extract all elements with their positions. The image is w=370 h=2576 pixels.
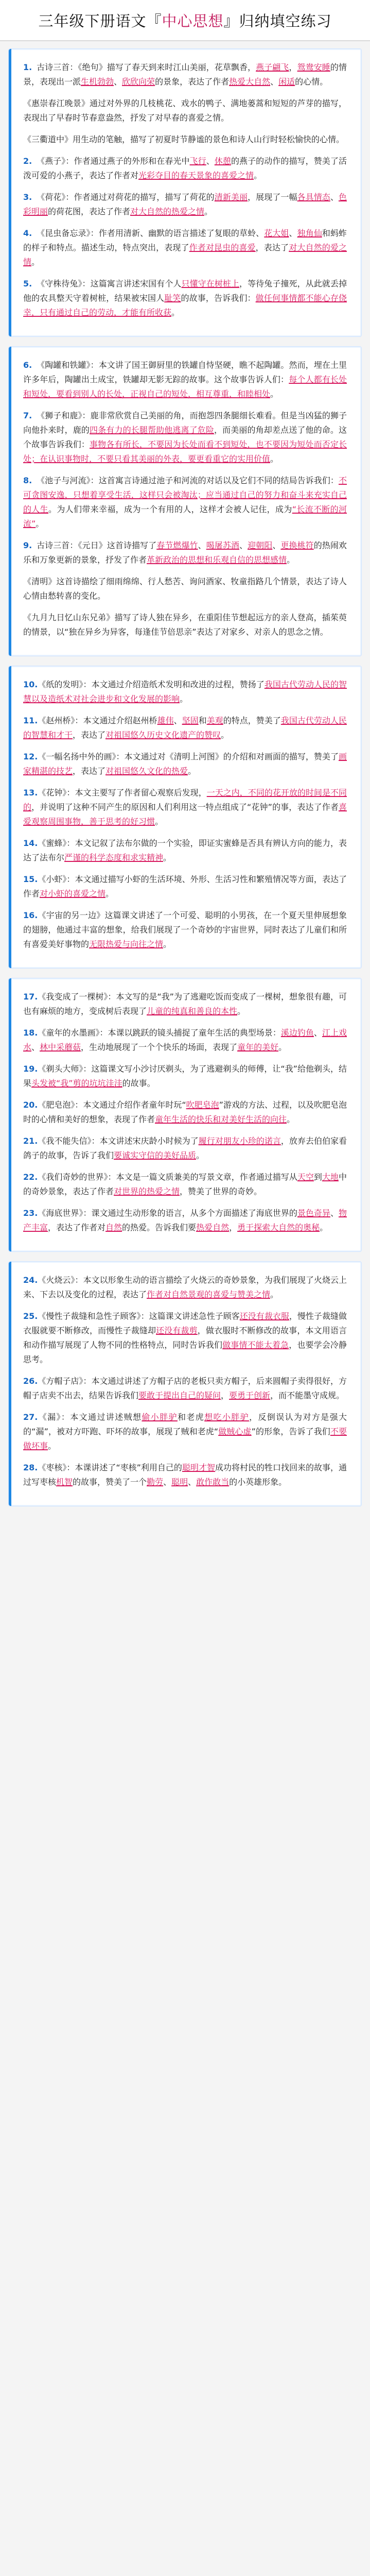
answer-text: 鸳鸯安睡 xyxy=(297,62,330,72)
summary-item xyxy=(23,786,347,829)
item-text: 。 xyxy=(48,1441,57,1451)
item-number: 22. xyxy=(23,1172,38,1182)
answer-text: 迎朝阳 xyxy=(248,540,273,550)
item-text: 《慢性子裁缝和急性子顾客》：这篇课文讲述急性子顾客 xyxy=(38,1311,240,1321)
item-text: 《守株待兔》：这篇寓言讲述宋国有个人 xyxy=(37,279,182,289)
answer-text: 热爱大自然 xyxy=(229,77,271,87)
item-text: 的小英雄形象。 xyxy=(229,1477,287,1487)
item-text: 。 xyxy=(278,1042,287,1052)
item-text: 的景象，表达了作者 xyxy=(155,77,230,87)
item-text: 成功将村民的牲口找回来的故事，通过写枣核 xyxy=(23,1463,347,1487)
item-text: 。 xyxy=(163,939,172,949)
summary-card xyxy=(8,978,362,1252)
answer-text: 做事情不能太着急 xyxy=(222,1340,289,1350)
answer-text: 童年生活的快乐和对美好生活的向往 xyxy=(155,1114,287,1124)
summary-item xyxy=(23,990,347,1019)
answer-text: 坚固 xyxy=(182,716,199,725)
answer-text: 敢作敢当 xyxy=(196,1477,230,1487)
item-text: 。 xyxy=(155,817,164,826)
item-text: 《花钟》：本文主要写了作者留心观察后发现， xyxy=(38,788,207,798)
answer-text: 我国古代劳动人民的智慧以及造纸术对社会进步和文化发展的影响 xyxy=(23,680,347,704)
answer-text: 热爱自然 xyxy=(196,1223,230,1232)
item-text: 、 xyxy=(188,1477,197,1487)
card-list xyxy=(0,41,370,1506)
answer-text: 欣欣向荣 xyxy=(122,77,155,87)
item-number: 18. xyxy=(23,1028,38,1038)
answer-text: 每个人都有长处和短处，要看到别人的长处，正视自己的短处，相互尊重，和睦相处 xyxy=(23,375,347,399)
answer-text: 对祖国悠久历史文化遗产的赞叹 xyxy=(105,730,221,740)
item-number: 3. xyxy=(23,192,32,202)
answer-text: 不要做坏事 xyxy=(23,1427,347,1451)
answer-text: 雄伟 xyxy=(157,716,174,725)
summary-item xyxy=(23,611,347,639)
item-text: 、 xyxy=(198,540,206,550)
item-number: 1. xyxy=(23,62,32,72)
item-text: 。 xyxy=(254,171,262,180)
answer-text: 景色奇异 xyxy=(297,1208,330,1218)
item-text: 。 xyxy=(31,257,40,267)
item-text: ， xyxy=(221,1391,230,1400)
item-text: ，生动地展现了一个个快乐的场面，表现了 xyxy=(81,1042,238,1052)
summary-item xyxy=(23,1134,347,1163)
answer-text: 喝屠苏酒 xyxy=(206,540,239,550)
answer-text: 严谨的科学态度和求实精神 xyxy=(64,853,164,862)
summary-item xyxy=(23,1273,347,1302)
answer-text: 无限热爱与向往之情 xyxy=(89,939,164,949)
item-text: 的故事，告诉我们： xyxy=(181,293,256,303)
summary-item xyxy=(23,1410,347,1453)
answer-text: 机智 xyxy=(56,1477,73,1487)
item-text: 。 xyxy=(320,1223,328,1232)
item-text: 、 xyxy=(272,540,281,550)
item-text: ，赞美了世界的奇妙。 xyxy=(180,1187,262,1196)
item-text: 。 xyxy=(270,389,279,399)
title-keyword: 中心思想 xyxy=(162,12,224,30)
answer-text: 吹肥皂泡 xyxy=(186,1100,219,1110)
item-text: ，表达了 xyxy=(73,730,106,740)
summary-item xyxy=(23,872,347,901)
answer-text: 一天之内，不同的花开放的时间是不同的 xyxy=(23,788,347,812)
item-text: 。 xyxy=(204,207,213,216)
item-text: 《火烧云》：本文以形象生动的语言描绘了火烧云的奇妙景象，为我们展现了火烧云上来、下去以及变化的过程，表达了 xyxy=(23,1275,347,1299)
item-text: ，反倒误认为对方是强大的“漏”，被对方吓跑、吓坏的故事，展现了贼和老虎“ xyxy=(23,1412,347,1436)
summary-item xyxy=(23,1461,347,1489)
item-text: 《我们奇妙的世界》：本文是一篇文质兼美的写景文章，作者通过描写从 xyxy=(38,1172,297,1182)
answer-text: 对世界的热爱之情 xyxy=(114,1187,180,1196)
item-text: 。 xyxy=(270,454,279,464)
item-text: ，表达了 xyxy=(255,243,289,252)
answer-text: 画家精湛的技艺 xyxy=(23,752,347,776)
item-text: 的心情。 xyxy=(295,77,328,87)
item-text: 古诗三首：《绝句》描写了春天到来时江山美丽，花草飘香， xyxy=(37,62,256,72)
item-text: 《一幅名扬中外的画》：本文通过对《清明上河图》的介绍和对画面的描写，赞美了 xyxy=(38,752,339,761)
answer-text: 事物各有所长，不要因为长处而看不到短处，也不要因为短处而否定长处；在认识事物时，不要只看其美丽的外表，要更看重它的实用价值 xyxy=(23,439,347,464)
item-text: ”的形象，告诉了我们 xyxy=(251,1427,330,1436)
item-number: 6. xyxy=(23,360,32,370)
summary-item xyxy=(23,277,347,320)
item-text: ，也要学会冷静思考。 xyxy=(23,1340,347,1364)
item-text: 和老虎 xyxy=(177,1412,205,1422)
answer-text: 花大姐 xyxy=(264,228,289,238)
item-text: ，表达了 xyxy=(73,766,106,776)
item-number: 28. xyxy=(23,1463,38,1472)
item-text: 的情景，表现出一派 xyxy=(23,62,347,87)
item-text: 《荷花》：作者通过对荷花的描写，描写了荷花的 xyxy=(37,192,215,202)
item-text: 、 xyxy=(330,192,339,202)
item-text: 《纸的发明》：本文通过介绍造纸术发明和改进的过程，赞扬了 xyxy=(38,680,265,689)
answer-text: 美观 xyxy=(206,716,223,725)
summary-item xyxy=(23,1309,347,1367)
answer-text: 色彩明丽 xyxy=(23,192,347,216)
answer-text: 清新美丽 xyxy=(214,192,248,202)
answer-text: 勤劳 xyxy=(147,1477,164,1487)
item-text: 《燕子》：作者通过燕子的外形和在春光中 xyxy=(37,156,190,166)
summary-item xyxy=(23,409,347,466)
answer-text: 大地 xyxy=(322,1172,339,1182)
summary-item xyxy=(23,1026,347,1055)
item-text: ，表达了作者对 xyxy=(48,1223,106,1232)
summary-item xyxy=(23,538,347,567)
item-text: 和 xyxy=(198,716,207,725)
item-number: 17. xyxy=(23,992,38,1002)
summary-item xyxy=(23,574,347,603)
summary-item xyxy=(23,1062,347,1091)
summary-item xyxy=(23,836,347,865)
item-text: 《方帽子店》：本文通过讲述了方帽子店的老板只卖方帽子，后来圆帽子卖得很好，方帽子店卖不出去，结果告诉我们 xyxy=(23,1376,347,1400)
summary-item xyxy=(23,908,347,952)
item-number: 15. xyxy=(23,874,38,884)
answer-text: 休憩 xyxy=(214,156,231,166)
answer-text: 革新政治的思想和乐观自信的思想感情 xyxy=(147,555,287,565)
item-text: 。 xyxy=(188,766,197,776)
answer-text: 作者对自然景观的喜爱与赞美之情 xyxy=(147,1290,271,1299)
summary-item xyxy=(23,60,347,89)
answer-text: 还没有裁剪 xyxy=(156,1326,198,1335)
answer-text: 对大自然的爱之情 xyxy=(23,243,347,267)
summary-card xyxy=(8,666,362,969)
summary-item xyxy=(23,96,347,125)
summary-item xyxy=(23,677,347,706)
answer-text: “长流不断的河流” xyxy=(23,504,347,529)
item-text: 《赵州桥》：本文通过介绍赵州桥 xyxy=(38,716,157,725)
answer-text: 物产丰富 xyxy=(23,1208,347,1232)
answer-text: 溪边钓鱼 xyxy=(280,1028,314,1038)
item-text: 。为人们带来幸福，成为一个有用的人，这样才会被人记住，成为 xyxy=(48,504,292,514)
summary-item xyxy=(23,358,347,401)
item-text: 。 xyxy=(105,889,114,899)
item-text: 中的奇妙景象，表达了作者 xyxy=(23,1172,347,1196)
answer-text: 要诚实守信的美好品质 xyxy=(114,1150,197,1160)
answer-text: 做贼心虚 xyxy=(218,1427,252,1436)
item-number: 16. xyxy=(23,910,38,920)
item-text: 。 xyxy=(163,853,172,862)
item-text: 《蜜蜂》：本文记叙了法布尔做的一个实验，即证实蜜蜂是否具有辨认方向的能力，表达了法布尔 xyxy=(23,838,347,862)
item-text: 《宇宙的另一边》这篇课文讲述了一个可爱、聪明的小男孩，在一个夏天里伸展想象的翅膀，他通过丰富的想象，给我们展现了一个奇妙的宇宙世界，同时表达了儿童们和所有喜爱美好事物的 xyxy=(23,910,347,949)
item-text: 《昆虫备忘录》：作者用清新、幽默的语言描述了复眼的草蛉、 xyxy=(37,228,265,238)
answer-text: 飞行 xyxy=(189,156,206,166)
item-text: ， xyxy=(289,62,297,72)
summary-card xyxy=(8,48,362,337)
item-number: 9. xyxy=(23,540,32,550)
answer-text: 履行对朋友小珍的诺言 xyxy=(198,1136,281,1146)
summary-item xyxy=(23,226,347,269)
answer-text: 偷小胖驴 xyxy=(142,1412,178,1422)
answer-text: 要勇于创新 xyxy=(229,1391,271,1400)
item-text: 、 xyxy=(31,1042,40,1052)
item-number: 11. xyxy=(23,716,38,725)
answer-text: 要敢于提出自己的疑问 xyxy=(138,1391,221,1400)
answer-text: 各具情态 xyxy=(297,192,330,202)
item-text: 、 xyxy=(206,156,215,166)
item-text: ， xyxy=(229,1223,238,1232)
item-text: ，做衣服时不断修改的故事，本文用语言和动作描写展现了人物不同的性格特点，同时告诉我们 xyxy=(23,1326,347,1350)
item-text: 《童年的水墨画》：本课以跳跃的镜头捕捉了童年生活的典型场景： xyxy=(38,1028,281,1038)
item-text: 《我变成了一棵树》：本文写的是“我”为了逃避吃饭而变成了一棵树，想象很有趣，可也有麻烦的地方，变成树后表现了 xyxy=(23,992,347,1016)
item-text: 的故事，赞美了一个 xyxy=(73,1477,147,1487)
title-prefix: 三年级下册语文『 xyxy=(38,12,162,30)
answer-text: 春节燃爆竹 xyxy=(156,540,198,550)
summary-item xyxy=(23,1170,347,1199)
summary-item xyxy=(23,190,347,219)
item-text: 《狮子和鹿》：鹿非常欣赏自己美丽的角，而抱怨四条腿细长难看。但是当凶猛的狮子向他扑来时，鹿的 xyxy=(23,411,347,435)
answer-text: 天空 xyxy=(297,1172,314,1182)
answer-text: 聪明才智 xyxy=(182,1463,215,1472)
item-text: 《肥皂泡》：本文通过介绍作者童年时玩“ xyxy=(38,1100,186,1110)
item-text: 古诗三首：《元日》这首诗描写了 xyxy=(37,540,157,550)
item-number: 14. xyxy=(23,838,38,848)
answer-text: 喜爱观察周围事物，善于思考的好习惯 xyxy=(23,802,347,826)
item-number: 27. xyxy=(23,1412,38,1422)
item-text: 。 xyxy=(287,1114,295,1124)
item-text: 《九月九日忆山东兄弟》描写了诗人独在异乡，在重阳佳节想起远方的亲人登高，插茱萸的情景，以“独在异乡为异客，每逢佳节倍思亲”表达了对家乡、对亲人的思念之情。 xyxy=(23,613,347,637)
item-text: ，而美丽的角却差点送了他的命。这个故事告诉我们： xyxy=(23,425,347,449)
page-header xyxy=(0,0,370,41)
answer-text: 勇于探索大自然的奥秘 xyxy=(237,1223,320,1232)
item-text: 《海底世界》：课文通过生动形象的语言，从多个方面描述了海底世界的 xyxy=(38,1208,297,1218)
item-text: 、 xyxy=(173,716,182,725)
item-text: 《池子与河流》：这首寓言诗通过池子和河流的对话以及它们不同的结局告诉我们： xyxy=(37,476,339,485)
item-text: 的燕子的动作的描写，赞美了活泼可爱的小燕子，表达了作者对 xyxy=(23,156,347,180)
item-text: 《陶罐和铁罐》：本文讲了国王御厨里的铁罐自恃坚硬，瞧不起陶罐。然而，埋在土里许多年后，陶罐出土成宝，铁罐却无影无踪的故事。这个故事告诉人们： xyxy=(23,360,347,384)
answer-text: 聪明 xyxy=(171,1477,188,1487)
item-text: 的热爱。告诉我们要 xyxy=(122,1223,197,1232)
item-text: 、 xyxy=(239,540,248,550)
summary-item xyxy=(23,1206,347,1235)
answer-text: 林中采蘑菇 xyxy=(40,1042,81,1052)
answer-text: 对祖国悠久文化的热爱 xyxy=(105,766,188,776)
answer-text: 光彩夺目的春天景象的喜爱之情 xyxy=(138,171,254,180)
answer-text: 还没有裁衣服 xyxy=(239,1311,289,1321)
item-text: 和蚂蚱的样子和特点。描述生动，特点突出，表现了 xyxy=(23,228,347,252)
title-suffix: 』归纳填空练习 xyxy=(223,12,332,30)
summary-item xyxy=(23,714,347,742)
item-text: 、 xyxy=(163,1477,172,1487)
item-text: 《枣核》：本课讲述了“枣核”利用自己的 xyxy=(38,1463,182,1472)
item-number: 19. xyxy=(23,1064,38,1074)
item-text: 《惠崇春江晚景》通过对外界的几枝桃花、戏水的鸭子、满地蒌蒿和短短的芦芽的描写，表现出了早春时节春意盎然，抒发了对早春的喜爱之情。 xyxy=(23,98,347,123)
item-number: 21. xyxy=(23,1136,38,1146)
summary-item xyxy=(23,750,347,778)
answer-text: 我国古代劳动人民的智慧和才干 xyxy=(23,716,347,740)
answer-text: 独角仙 xyxy=(297,228,322,238)
answer-text: 想吃小胖驴 xyxy=(204,1412,250,1422)
item-text: 的热闹欢乐和万象更新的景象，抒发了作者 xyxy=(23,540,347,565)
answer-text: 只懂守在树桩上 xyxy=(181,279,240,289)
item-text: 。 xyxy=(237,1006,246,1016)
item-text: 《我不能失信》：本文讲述宋庆龄小时候为了 xyxy=(38,1136,199,1146)
item-text: ，展现了一幅 xyxy=(248,192,297,202)
answer-text: 更换桃符 xyxy=(280,540,314,550)
answer-text: 四条有力的长腿帮助他逃离了危险 xyxy=(90,425,215,435)
item-text: ，慢性子裁缝做衣服就要不断修改，而慢性子裁缝却 xyxy=(23,1311,347,1335)
item-text: 。 xyxy=(221,730,230,740)
item-text: 。 xyxy=(180,694,188,704)
item-number: 20. xyxy=(23,1100,38,1110)
item-text: 、 xyxy=(114,77,122,87)
page-title xyxy=(38,10,331,31)
summary-item xyxy=(23,1374,347,1403)
item-text: 到 xyxy=(313,1172,322,1182)
item-text: 的荷花图，表达了作者 xyxy=(48,207,131,216)
item-number: 23. xyxy=(23,1208,38,1218)
summary-card xyxy=(8,1261,362,1506)
item-text: 《三衢道中》用生动的笔触，描写了初夏时节静谧的景色和诗人山行时轻松愉快的心情。 xyxy=(23,134,345,144)
item-number: 24. xyxy=(23,1275,38,1285)
item-text: 《剃头大师》：这篇课文写小沙讨厌剃头，为了逃避剃头的师傅，让“我”给他剃头，结果 xyxy=(23,1064,347,1088)
answer-text: 对大自然的热爱之情 xyxy=(130,207,205,216)
answer-text: 做任何事情都不能心存侥幸，只有通过自己的劳动，才能有所收获 xyxy=(23,293,347,317)
item-number: 12. xyxy=(23,752,38,761)
item-text: ”游戏的方法、过程，以及吹肥皂泡时的心情和美好的想象，表现了作者 xyxy=(23,1100,347,1124)
answer-text: 自然 xyxy=(105,1223,122,1232)
item-number: 4. xyxy=(23,228,32,238)
item-number: 13. xyxy=(23,788,38,798)
item-text: 的特点，赞美了 xyxy=(223,716,281,725)
item-text: 、 xyxy=(289,228,297,238)
item-text: 。 xyxy=(287,555,295,565)
item-text: 《清明》这首诗描绘了细雨绵绵、行人愁苦、询问酒家、牧童指路几个情景，表达了诗人心情由愁转喜的变化。 xyxy=(23,577,347,601)
item-text: 。 xyxy=(270,1290,279,1299)
item-text: ，等待兔子撞死，从此就丢掉他的农具整天守着树桩，结果被宋国人 xyxy=(23,279,347,303)
item-number: 8. xyxy=(23,476,32,485)
answer-text: 作者对昆虫的喜爱 xyxy=(189,243,256,252)
item-text: ，并说明了这种不同产生的原因和人们利用这一特点组成了“花钟”的事，表达了作者 xyxy=(31,802,339,812)
summary-item xyxy=(23,132,347,147)
item-text: ，放弃去伯伯家看鸽子的故事，告诉了我们 xyxy=(23,1136,347,1160)
item-text: 、 xyxy=(313,1028,322,1038)
answer-text: 闲适 xyxy=(278,77,295,87)
summary-item xyxy=(23,473,347,531)
item-number: 5. xyxy=(23,279,32,289)
answer-text: 不可贪图安逸，只想着享受生活，这样只会被淘汰；应当通过自己的努力和奋斗来充实自己的人生 xyxy=(23,476,347,514)
answer-text: 对小虾的喜爱之情 xyxy=(40,889,106,899)
item-number: 2. xyxy=(23,156,32,166)
item-number: 26. xyxy=(23,1376,38,1386)
answer-text: 江上戏水 xyxy=(23,1028,347,1052)
summary-item xyxy=(23,154,347,183)
answer-text: 头发被“我”剪的坑坑洼洼 xyxy=(31,1078,122,1088)
item-text: 、 xyxy=(330,1208,339,1218)
answer-text: 燕子翩飞 xyxy=(256,62,289,72)
item-text: 的故事。 xyxy=(122,1078,155,1088)
item-number: 7. xyxy=(23,411,32,420)
answer-text: 耻笑 xyxy=(164,293,181,303)
item-number: 25. xyxy=(23,1311,38,1321)
item-text: ，而不能墨守成规。 xyxy=(270,1391,345,1400)
item-text: 《漏》：本文通过讲述贼想 xyxy=(38,1412,142,1422)
item-text: 《小虾》：本文通过描写小虾的生活环境、外形、生活习性和繁殖情况等方面，表达了作者 xyxy=(23,874,347,899)
item-text: 。 xyxy=(171,308,180,317)
answer-text: 儿童的纯真和善良的本性 xyxy=(147,1006,238,1016)
item-text: 。 xyxy=(36,519,44,529)
summary-card xyxy=(8,346,362,656)
item-number: 10. xyxy=(23,680,38,689)
item-text: 。 xyxy=(196,1150,205,1160)
answer-text: 生机勃勃 xyxy=(81,77,114,87)
answer-text: 童年的美好 xyxy=(237,1042,279,1052)
summary-item xyxy=(23,1098,347,1127)
item-text: 、 xyxy=(270,77,279,87)
